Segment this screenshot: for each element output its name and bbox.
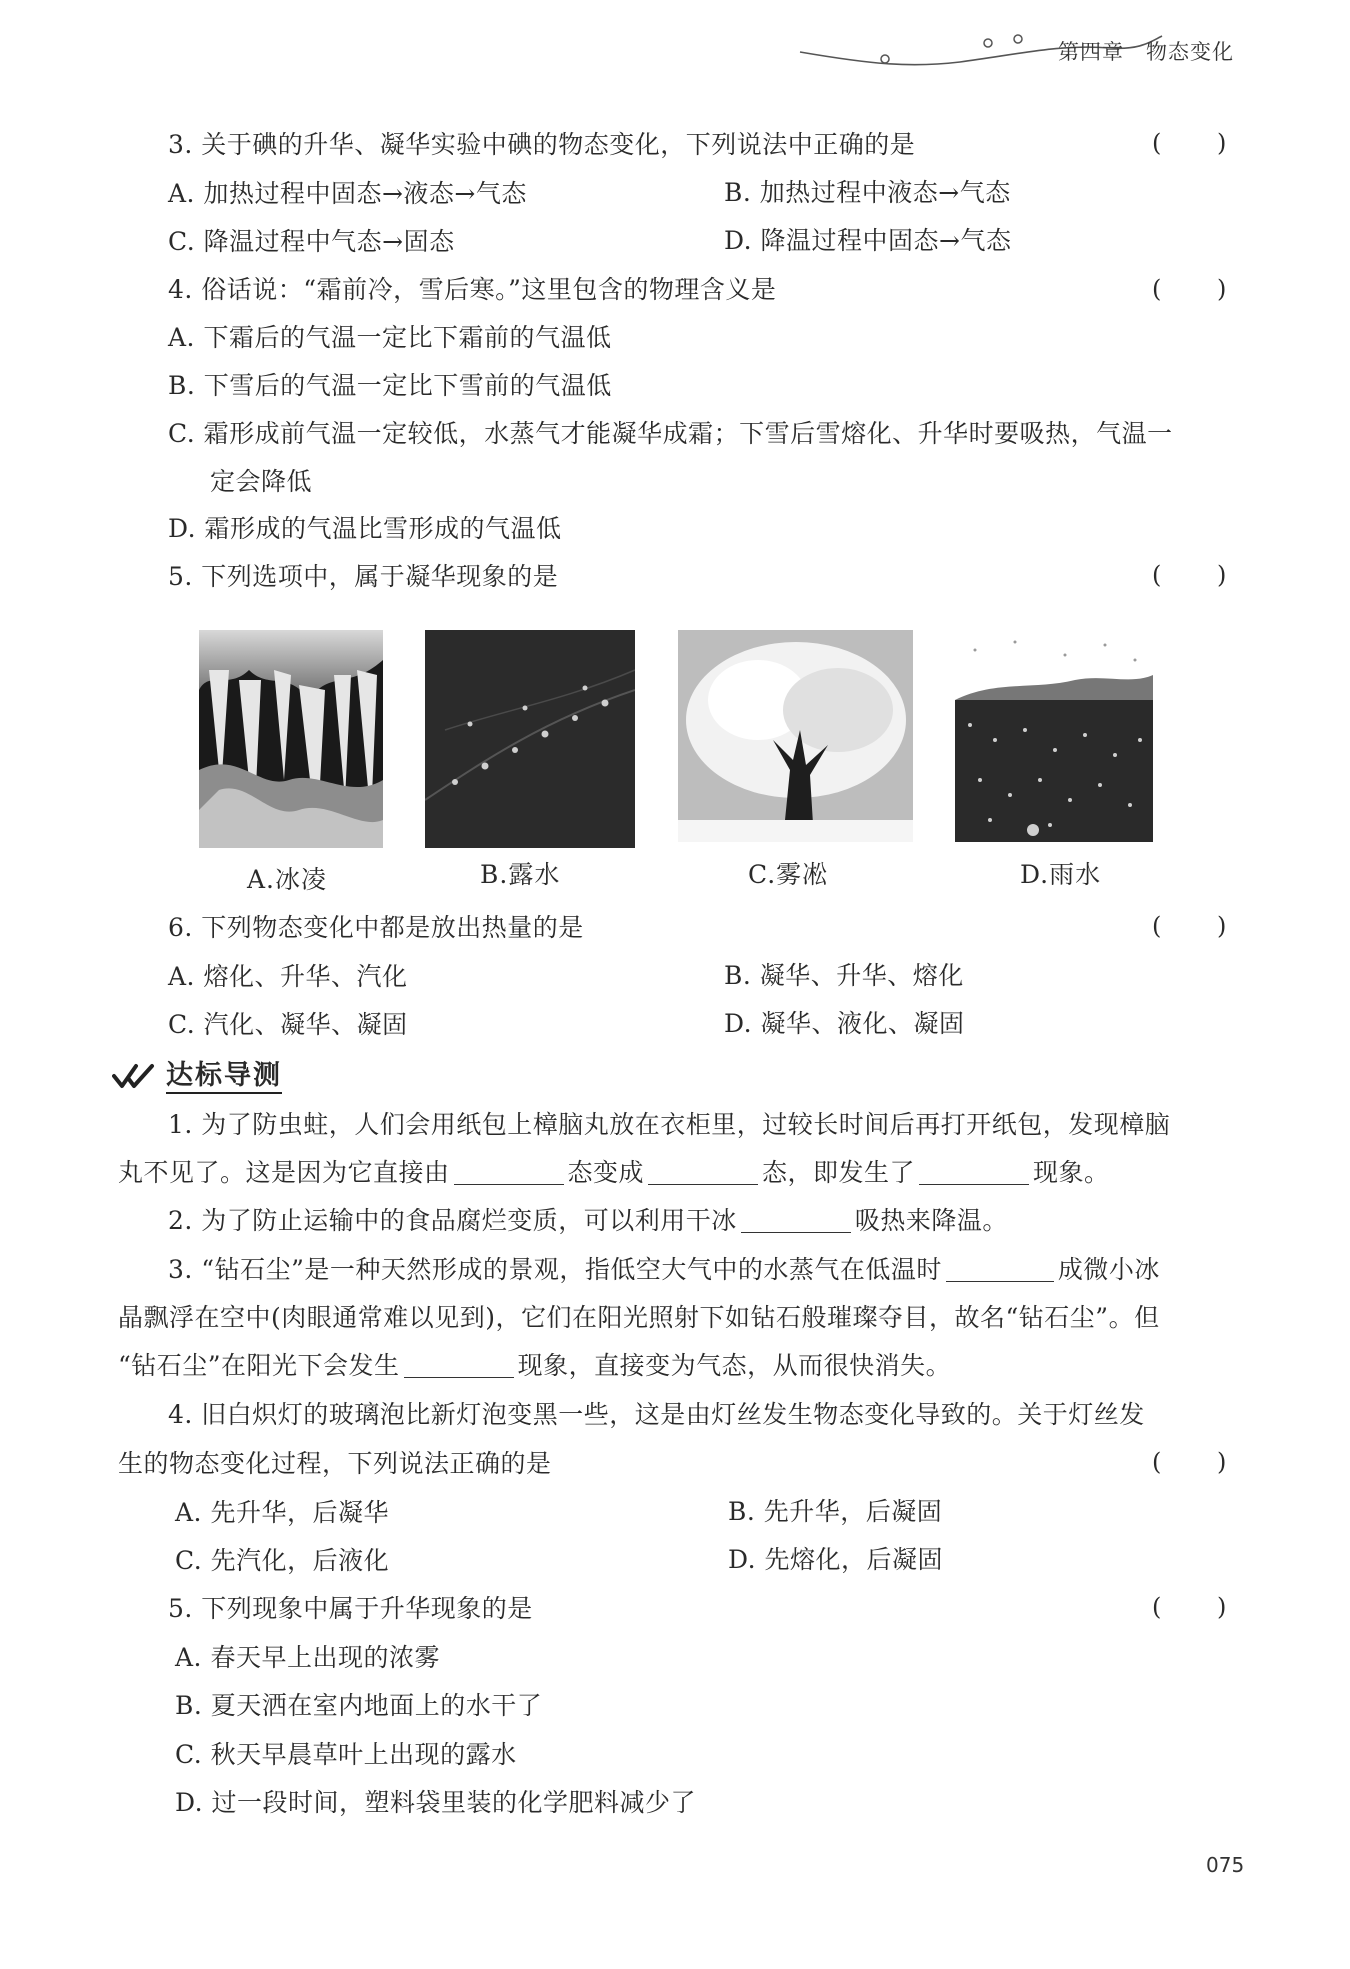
t4-option-a: A. 先升华，后凝华 — [175, 1498, 389, 1527]
t5-option-d: D. 过一段时间，塑料袋里装的化学肥料减少了 — [175, 1788, 697, 1817]
t5-option-c: C. 秋天早晨草叶上出现的露水 — [175, 1740, 517, 1769]
t2-line — [168, 1206, 1008, 1236]
q5-stem: 5. 下列选项中，属于凝华现象的是 — [168, 562, 559, 591]
q4-option-b: B. 下雪后的气温一定比下雪前的气温低 — [168, 371, 612, 400]
q5-caption-d: D.雨水 — [1020, 860, 1102, 889]
t2-text-b: 吸热来降温。 — [854, 1206, 1008, 1235]
q5-caption-a: A.冰凌 — [247, 865, 328, 894]
t1-text-c: 态，即发生了 — [762, 1158, 916, 1187]
page-header — [790, 22, 1270, 82]
rain-photo — [955, 630, 1153, 842]
page-number: 075 — [1206, 1853, 1245, 1877]
q6-option-c: C. 汽化、凝华、凝固 — [168, 1010, 408, 1039]
t4-option-d: D. 先熔化，后凝固 — [728, 1545, 944, 1574]
q3-option-d: D. 降温过程中固态→气态 — [724, 226, 1012, 255]
q4-option-d: D. 霜形成的气温比雪形成的气温低 — [168, 514, 562, 543]
t3-text-a: 3. “钻石尘”是一种天然形成的景观，指低空大气中的水蒸气在低温时 — [168, 1255, 942, 1284]
t1-text-b: 态变成 — [567, 1158, 645, 1187]
q4-answer-paren: ( ) — [1152, 275, 1251, 303]
section-heading — [112, 1058, 282, 1096]
t3-line2: 晶飘浮在空中(肉眼通常难以见到)，它们在阳光照射下如钻石般璀璨夺目，故名“钻石尘”。但 — [118, 1303, 1160, 1332]
t5-option-b: B. 夏天洒在室内地面上的水干了 — [175, 1691, 543, 1720]
q6-answer-paren: ( ) — [1152, 912, 1251, 940]
topic-label: 物态变化 — [1146, 40, 1234, 64]
q4-stem: 4. 俗话说：“霜前冷，雪后寒。”这里包含的物理含义是 — [168, 275, 777, 304]
q5-answer-paren: ( ) — [1152, 561, 1251, 589]
t5-option-a: A. 春天早上出现的浓雾 — [175, 1643, 440, 1672]
section-title: 达标导测 — [166, 1060, 282, 1094]
t1-blank-1[interactable] — [454, 1158, 564, 1185]
t3-text-c: “钻石尘”在阳光下会发生 — [118, 1351, 400, 1380]
t3-line1 — [168, 1255, 1160, 1285]
t3-text-b: 成微小冰 — [1057, 1255, 1160, 1284]
t3-blank-1[interactable] — [946, 1255, 1054, 1282]
q6-option-b: B. 凝华、升华、熔化 — [724, 961, 964, 990]
t4-line2: 生的物态变化过程，下列说法正确的是 — [118, 1449, 552, 1478]
t5-answer-paren: ( ) — [1152, 1593, 1251, 1621]
q4-option-c-line2: 定会降低 — [210, 467, 313, 496]
q6-option-d: D. 凝华、液化、凝固 — [724, 1009, 965, 1038]
t4-line1: 4. 旧白炽灯的玻璃泡比新灯泡变黑一些，这是由灯丝发生物态变化导致的。关于灯丝发 — [168, 1400, 1145, 1429]
rime-tree-photo — [678, 630, 913, 842]
q6-option-a: A. 熔化、升华、汽化 — [168, 962, 408, 991]
t1-blank-3[interactable] — [919, 1158, 1029, 1185]
t4-option-b: B. 先升华，后凝固 — [728, 1497, 943, 1526]
t5-stem: 5. 下列现象中属于升华现象的是 — [168, 1594, 533, 1623]
t3-line3 — [118, 1351, 951, 1381]
q3-option-c: C. 降温过程中气态→固态 — [168, 227, 455, 256]
t4-answer-paren: ( ) — [1152, 1448, 1251, 1476]
t3-text-d: 现象，直接变为气态，从而很快消失。 — [517, 1351, 952, 1380]
q4-option-c-line1: C. 霜形成前气温一定较低，水蒸气才能凝华成霜；下雪后雪熔化、升华时要吸热，气温一 — [168, 419, 1173, 448]
t1-line1: 1. 为了防虫蛀，人们会用纸包上樟脑丸放在衣柜里，过较长时间后再打开纸包，发现樟脑 — [168, 1110, 1171, 1139]
q6-stem: 6. 下列物态变化中都是放出热量的是 — [168, 913, 584, 942]
q3-option-b: B. 加热过程中液态→气态 — [724, 178, 1011, 207]
t2-blank[interactable] — [741, 1206, 851, 1233]
t1-text-a: 丸不见了。这是因为它直接由 — [118, 1158, 450, 1187]
t3-blank-2[interactable] — [404, 1351, 514, 1378]
t2-text-a: 2. 为了防止运输中的食品腐烂变质，可以利用干冰 — [168, 1206, 737, 1235]
chapter-heading — [1058, 36, 1234, 66]
icicle-photo — [199, 630, 383, 848]
t1-text-d: 现象。 — [1033, 1158, 1110, 1187]
t1-blank-2[interactable] — [648, 1158, 758, 1185]
double-check-icon — [112, 1062, 156, 1092]
q5-caption-c: C.雾凇 — [748, 860, 829, 889]
q4-option-a: A. 下霜后的气温一定比下霜前的气温低 — [168, 323, 612, 352]
chapter-label: 第四章 — [1058, 40, 1124, 64]
q3-stem: 3. 关于碘的升华、凝华实验中碘的物态变化，下列说法中正确的是 — [168, 130, 916, 159]
t4-option-c: C. 先汽化，后液化 — [175, 1546, 390, 1575]
t1-line2 — [118, 1158, 1110, 1188]
q5-caption-b: B.露水 — [480, 860, 561, 889]
q3-answer-paren: ( ) — [1152, 129, 1251, 157]
dew-photo — [425, 630, 635, 848]
q3-option-a: A. 加热过程中固态→液态→气态 — [168, 179, 527, 208]
